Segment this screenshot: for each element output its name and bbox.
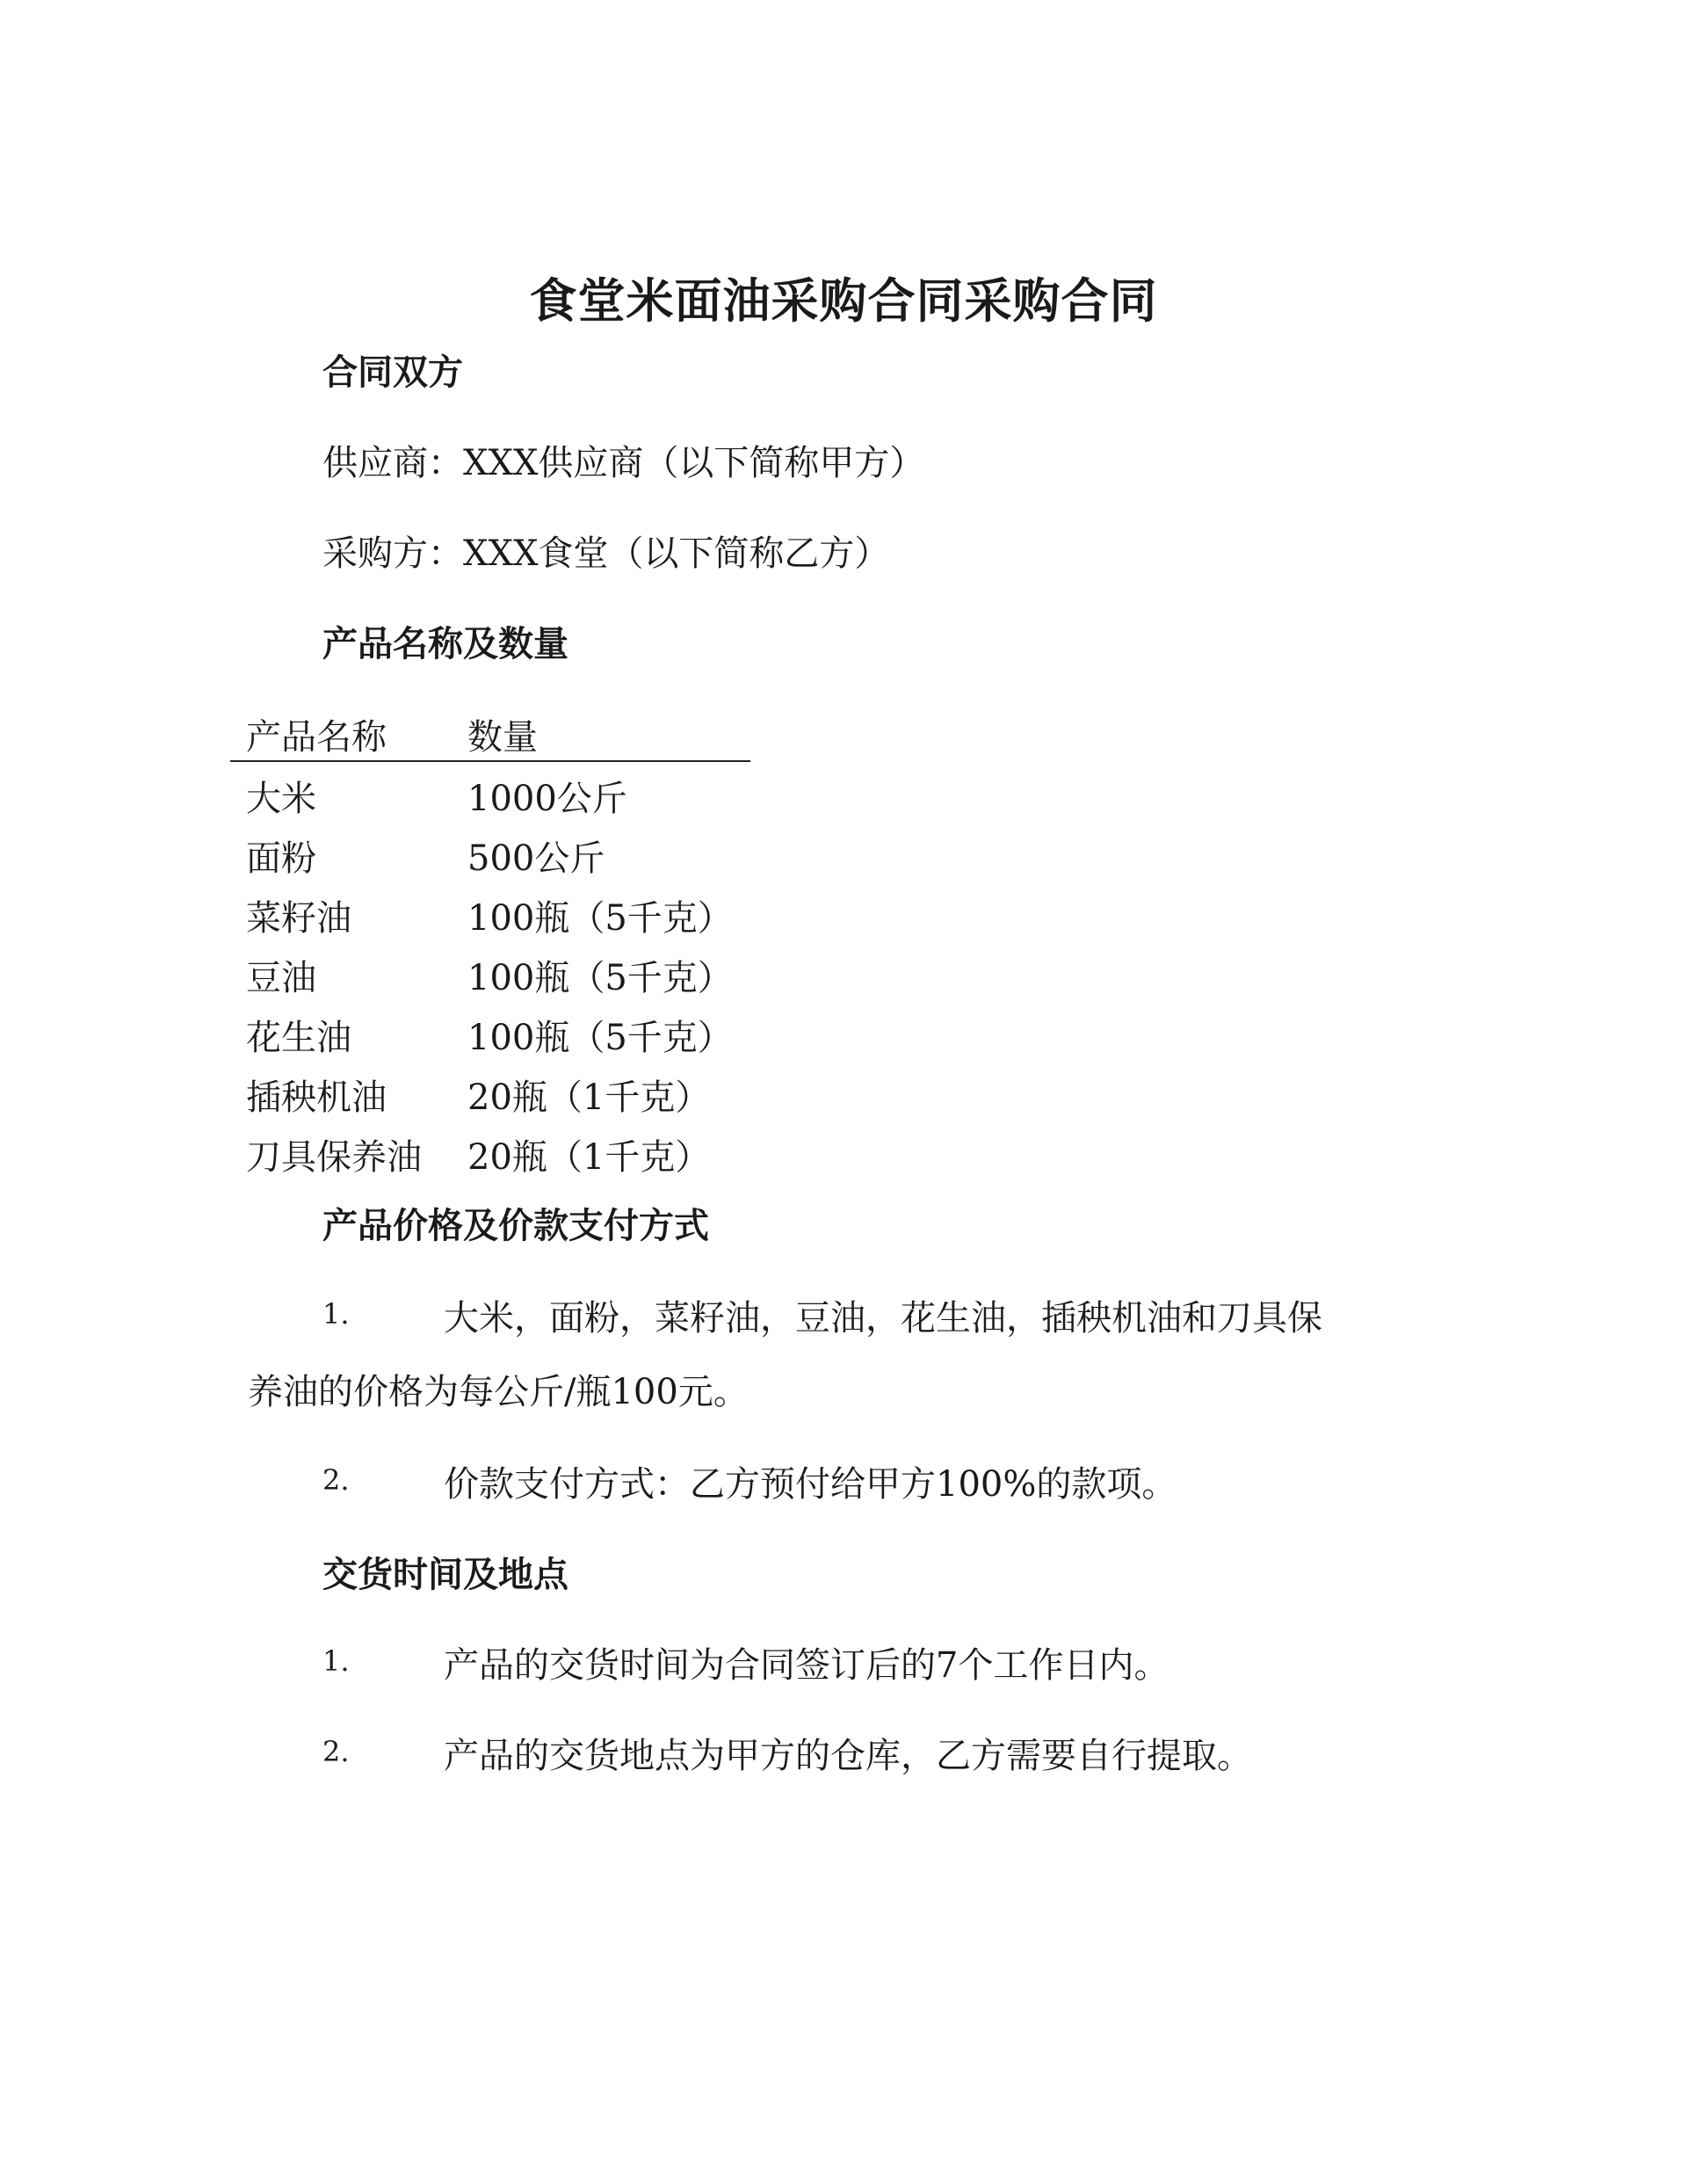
- product-qty: 100瓶（5千克）: [467, 1018, 733, 1058]
- product-name: 面粉: [246, 838, 316, 879]
- product-name: 大米: [246, 779, 316, 819]
- list-number: 1.: [322, 1297, 350, 1331]
- table-row: [230, 1121, 750, 1180]
- product-name: 菜籽油: [246, 898, 351, 939]
- price-item-text-continued: 养油的价格为每公斤/瓶100元。: [248, 1372, 749, 1412]
- product-qty: 500公斤: [467, 838, 605, 879]
- section-heading-parties: 合同双方: [322, 352, 463, 393]
- price-item-text: 大米，面粉，菜籽油，豆油，花生油，插秧机油和刀具保: [444, 1298, 1322, 1339]
- table-row: [230, 822, 750, 882]
- product-qty: 1000公斤: [467, 779, 627, 819]
- product-name: 刀具保养油: [246, 1137, 422, 1178]
- table-header-row: [230, 707, 750, 762]
- product-name: 花生油: [246, 1018, 351, 1058]
- table-row: [230, 1061, 750, 1121]
- delivery-time-text: 产品的交货时间为合同签订后的7个工作日内。: [444, 1645, 1169, 1686]
- supplier-line: 供应商：XXX供应商（以下简称甲方）: [322, 443, 925, 483]
- table-header-name: 产品名称: [246, 717, 387, 758]
- table-header-qty: 数量: [467, 717, 538, 758]
- list-number: 2.: [322, 1735, 350, 1768]
- section-heading-price: 产品价格及价款支付方式: [322, 1205, 709, 1246]
- product-table: [230, 707, 750, 1180]
- product-name: 插秧机油: [246, 1077, 387, 1118]
- delivery-location-text: 产品的交货地点为甲方的仓库，乙方需要自行提取。: [444, 1736, 1252, 1776]
- product-qty: 100瓶（5千克）: [467, 898, 733, 939]
- table-row: [230, 941, 750, 1001]
- section-heading-delivery: 交货时间及地点: [322, 1554, 568, 1595]
- buyer-line: 采购方：XXX食堂（以下简称乙方）: [322, 533, 890, 574]
- product-name: 豆油: [246, 958, 316, 998]
- section-heading-products: 产品名称及数量: [322, 623, 568, 664]
- table-row: [230, 1001, 750, 1061]
- list-number: 2.: [322, 1463, 350, 1497]
- list-number: 1.: [322, 1644, 350, 1678]
- product-qty: 20瓶（1千克）: [467, 1137, 711, 1178]
- table-row: [230, 762, 750, 822]
- document-title: 食堂米面油采购合同采购合同: [529, 272, 1158, 329]
- product-qty: 100瓶（5千克）: [467, 958, 733, 998]
- payment-method-text: 价款支付方式：乙方预付给甲方100%的款项。: [444, 1464, 1177, 1505]
- table-row: [230, 882, 750, 941]
- product-qty: 20瓶（1千克）: [467, 1077, 711, 1118]
